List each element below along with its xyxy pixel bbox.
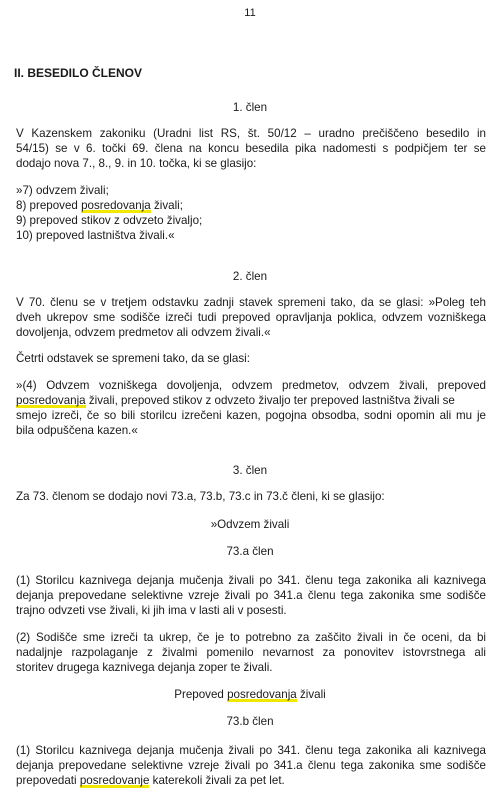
highlight-posredovanja: posredovanja — [16, 394, 86, 407]
highlight-posredovanja: posredovanja — [227, 688, 297, 701]
article-2-p1-line-1: V 70. členu se v tretjem odstavku zadnji stavek spremeni tako, da se glasi: »Poleg teh — [16, 296, 486, 309]
article-2-p3-line-3: smejo izreči, če so bili storilcu izrečeni kazen, pogojna obsodba, sodni opomin ali mu je — [16, 409, 486, 422]
article-73a-p1-line-1: (1) Storilcu kaznivega dejanja mučenja živali po 341. členu tega zakonika ali kaznivega — [16, 574, 486, 587]
article-2-p3-line-1: »(4) Odvzem vozniškega dovoljenja, odvzem predmetov, odvzem živali, prepoved — [16, 379, 486, 392]
article-2-p1-line-3: dovoljenja, odvzem predmetov ali odvzem živali.« — [16, 326, 271, 339]
subheading-prepoved-posredovanja: Prepoved posredovanja živali — [174, 688, 326, 701]
article-2-p3-line-4: bila odpuščena kazen.« — [16, 424, 138, 437]
article-73a-heading: 73.a člen — [226, 545, 274, 558]
article-2-p1-line-2: dveh ukrepov sme sodišče izreči tudi prepoved opravljanja poklica, odvzem vozniškega — [16, 311, 486, 324]
article-3-heading: 3. člen — [232, 464, 268, 477]
page-number: 11 — [244, 7, 256, 19]
article-73a-p1-line-3: trajno odvzeti vse živali, ki jih ima v lasti ali v posesti. — [16, 604, 287, 617]
article-1-item-8: 8) prepoved posredovanja živali; — [16, 199, 183, 212]
article-1-intro-line-2: 54/15) se v 6. točki 69. člena na koncu besedila pika nadomesti s podpičjem ter se — [16, 142, 486, 155]
article-1-item-7: »7) odvzem živali; — [16, 184, 109, 197]
subheading-odvzem-zivali: »Odvzem živali — [210, 518, 290, 531]
article-2-p2: Četrti odstavek se spremeni tako, da se glasi: — [16, 352, 250, 365]
article-1-item-9: 9) prepoved stikov z odvzeto živaljo; — [16, 214, 203, 227]
article-73a-p2-line-3: storitev drugega kaznivega dejanja zoper te živali. — [16, 661, 273, 674]
article-2-heading: 2. člen — [232, 270, 268, 283]
article-73b-p1-line-1: (1) Storilcu kaznivega dejanja mučenja živali po 341. členu tega zakonika ali kaznivega — [16, 744, 486, 757]
article-73a-p1-line-2: dejanja prepovedane selektivne vzreje živali po 341.a členu tega zakonika sme sodišče — [16, 589, 486, 602]
section-title: II. BESEDILO ČLENOV — [14, 66, 143, 80]
article-1-heading: 1. člen — [232, 101, 268, 114]
article-73b-p1-line-3: prepovedati posredovanje katerekoli živali za pet let. — [16, 774, 285, 787]
article-1-intro-line-1: V Kazenskem zakoniku (Uradni list RS, št. 50/12 – uradno prečiščeno besedilo in — [16, 127, 486, 140]
highlight-posredovanja: posredovanja — [81, 199, 151, 212]
article-1-item-10: 10) prepoved lastništva živali.« — [16, 229, 175, 242]
article-1-intro-line-3: dodajo nova 7., 8., 9. in 10. točka, ki se glasijo: — [16, 157, 257, 170]
highlight-posredovanje: posredovanje — [79, 774, 150, 787]
article-73a-p2-line-2: nadaljnje razpolaganje z živalmi pomenilo nevarnost za ponovitev istovrstnega ali — [16, 646, 486, 659]
article-73b-heading: 73.b člen — [226, 715, 274, 728]
article-73a-p2-line-1: (2) Sodišče sme izreči ta ukrep, če je to potrebno za zaščito živali in če oceni, da bi — [16, 631, 486, 644]
article-3-intro: Za 73. členom se dodajo novi 73.a, 73.b, 73.c in 73.č členi, ki se glasijo: — [16, 490, 385, 503]
article-2-p3-line-2: posredovanja živali, prepoved stikov z odvzeto živaljo ter prepoved lastništva živali se — [16, 394, 455, 407]
article-73b-p1-line-2: dejanja prepovedane selektivne vzreje živali po 341.a členu tega zakonika sme sodišče — [16, 759, 486, 772]
